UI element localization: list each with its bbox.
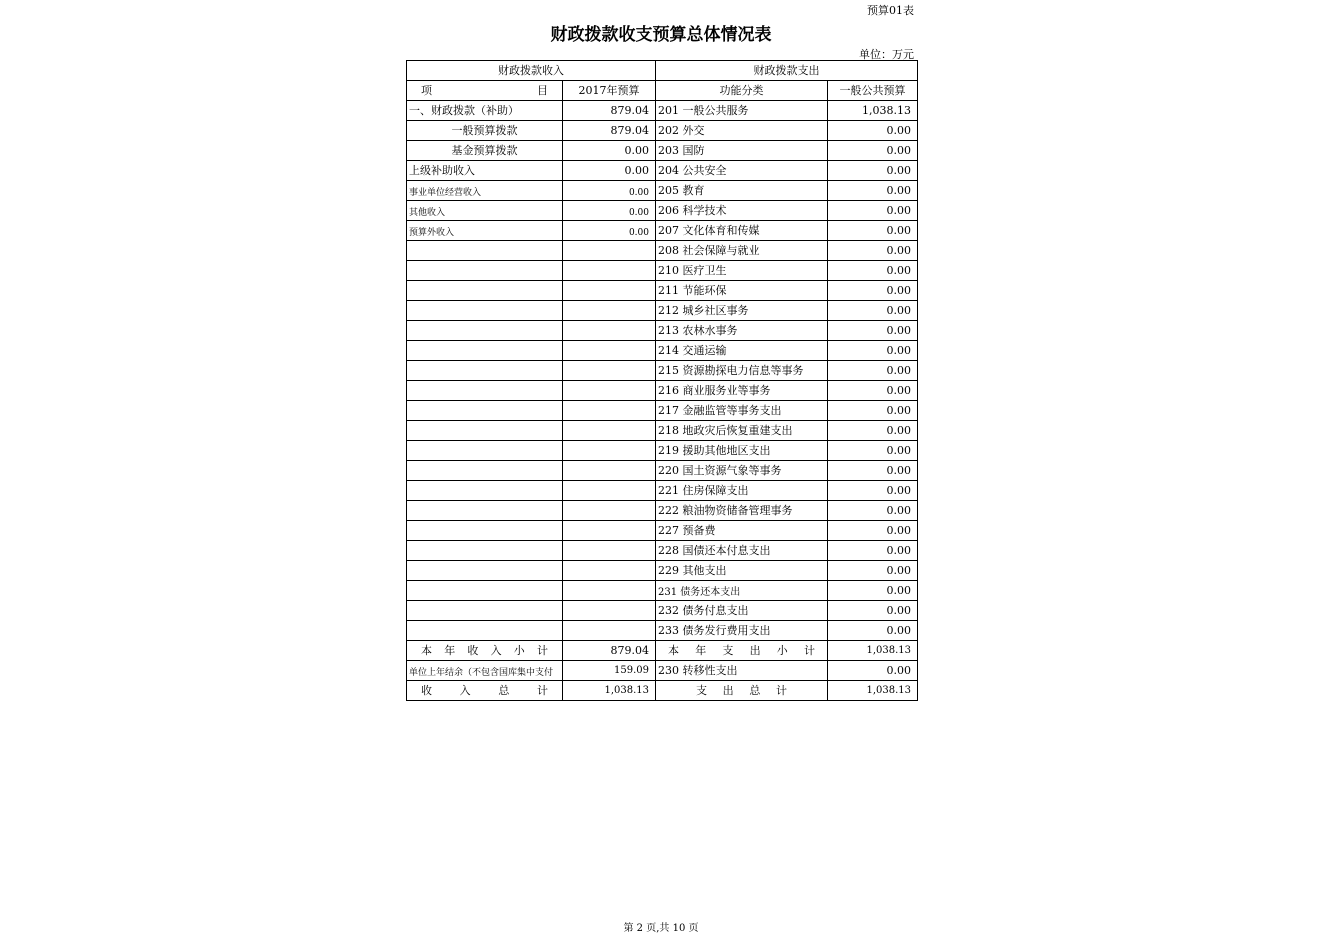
income-item: [407, 401, 563, 421]
expense-value: 0.00: [828, 441, 918, 461]
income-total-value: 1,038.13: [563, 681, 656, 701]
income-value: 879.04: [563, 121, 656, 141]
table-row: [407, 261, 918, 281]
income-value: [563, 281, 656, 301]
transfer-expense-label: 230 转移性支出: [656, 661, 828, 681]
income-item: [407, 521, 563, 541]
table-row: [407, 121, 918, 141]
expense-value: 0.00: [828, 121, 918, 141]
income-value: 0.00: [563, 181, 656, 201]
table-row: [407, 481, 918, 501]
expense-item: 227 预备费: [656, 521, 828, 541]
income-group-header: 财政拨款收入: [407, 61, 656, 81]
table-row: [407, 281, 918, 301]
expense-value: 0.00: [828, 541, 918, 561]
table-row: [407, 341, 918, 361]
table-row: [407, 101, 918, 121]
expense-item: 214 交通运输: [656, 341, 828, 361]
expense-value: 0.00: [828, 421, 918, 441]
table-row: [407, 241, 918, 261]
income-item: [407, 421, 563, 441]
col-budget-header: 2017年预算: [563, 81, 656, 101]
income-value: 0.00: [563, 141, 656, 161]
income-total-label: 收入总计: [407, 681, 563, 701]
income-item: [407, 461, 563, 481]
column-header-row: [407, 81, 918, 101]
table-row: [407, 401, 918, 421]
income-item: [407, 501, 563, 521]
income-item: [407, 481, 563, 501]
col-function-header: 功能分类: [656, 81, 828, 101]
expense-value: 0.00: [828, 581, 918, 601]
expense-value: 0.00: [828, 161, 918, 181]
expense-item: 233 债务发行费用支出: [656, 621, 828, 641]
table-row: [407, 361, 918, 381]
income-value: [563, 501, 656, 521]
income-value: [563, 441, 656, 461]
table-row: [407, 201, 918, 221]
table-row: [407, 161, 918, 181]
income-value: [563, 381, 656, 401]
income-value: [563, 481, 656, 501]
expense-value: 0.00: [828, 281, 918, 301]
page-title: 财政拨款收支预算总体情况表: [550, 25, 772, 45]
col-item-header: 项 目: [407, 81, 563, 101]
expense-subtotal-label: 本年支出小计: [656, 641, 828, 661]
income-item: 事业单位经营收入: [407, 181, 563, 201]
table-row: [407, 541, 918, 561]
income-value: 879.04: [563, 101, 656, 121]
income-item: [407, 301, 563, 321]
expense-value: 0.00: [828, 401, 918, 421]
expense-item: 215 资源勘探电力信息等事务: [656, 361, 828, 381]
income-value: [563, 421, 656, 441]
expense-item: 220 国土资源气象等事务: [656, 461, 828, 481]
expense-value: 0.00: [828, 301, 918, 321]
expense-value: 0.00: [828, 241, 918, 261]
col-general-header: 一般公共预算: [828, 81, 918, 101]
expense-value: 0.00: [828, 521, 918, 541]
income-item: 上级补助收入: [407, 161, 563, 181]
expense-value: 0.00: [828, 621, 918, 641]
expense-value: 0.00: [828, 461, 918, 481]
table-row: [407, 521, 918, 541]
table-row: [407, 561, 918, 581]
expense-total-value: 1,038.13: [828, 681, 918, 701]
table-row: [407, 221, 918, 241]
income-value: [563, 581, 656, 601]
income-value: [563, 341, 656, 361]
income-item: [407, 261, 563, 281]
expense-item: 208 社会保障与就业: [656, 241, 828, 261]
income-value: [563, 621, 656, 641]
expense-value: 0.00: [828, 601, 918, 621]
expense-value: 0.00: [828, 341, 918, 361]
total-row: [407, 681, 918, 701]
expense-value: 0.00: [828, 261, 918, 281]
expense-item: 202 外交: [656, 121, 828, 141]
income-subtotal-value: 879.04: [563, 641, 656, 661]
expense-item: 216 商业服务业等事务: [656, 381, 828, 401]
expense-value: 0.00: [828, 181, 918, 201]
income-item: [407, 361, 563, 381]
form-number: 预算01表: [867, 4, 914, 17]
expense-item: 203 国防: [656, 141, 828, 161]
expense-value: 0.00: [828, 221, 918, 241]
expense-item: 205 教育: [656, 181, 828, 201]
expense-item: 211 节能环保: [656, 281, 828, 301]
expense-item: 232 债务付息支出: [656, 601, 828, 621]
income-value: [563, 401, 656, 421]
income-item: 基金预算拨款: [407, 141, 563, 161]
table-row: [407, 621, 918, 641]
income-value: [563, 601, 656, 621]
expense-value: 0.00: [828, 481, 918, 501]
table-row: [407, 321, 918, 341]
carryover-label: 单位上年结余（不包含国库集中支付: [407, 661, 563, 681]
income-item: [407, 381, 563, 401]
income-value: 0.00: [563, 201, 656, 221]
table-row: [407, 581, 918, 601]
group-header-row: [407, 61, 918, 81]
expense-item: 201 一般公共服务: [656, 101, 828, 121]
expense-item: 212 城乡社区事务: [656, 301, 828, 321]
expense-group-header: 财政拨款支出: [656, 61, 918, 81]
table-row: [407, 501, 918, 521]
expense-subtotal-value: 1,038.13: [828, 641, 918, 661]
table-row: [407, 441, 918, 461]
subtotal-row: [407, 641, 918, 661]
expense-item: 222 粮油物资储备管理事务: [656, 501, 828, 521]
expense-item: 228 国债还本付息支出: [656, 541, 828, 561]
income-item: [407, 581, 563, 601]
table-row: [407, 461, 918, 481]
expense-item: 218 地政灾后恢复重建支出: [656, 421, 828, 441]
carryover-value: 159.09: [563, 661, 656, 681]
transfer-expense-value: 0.00: [828, 661, 918, 681]
expense-item: 204 公共安全: [656, 161, 828, 181]
income-value: [563, 541, 656, 561]
income-value: [563, 461, 656, 481]
expense-item: 231 债务还本支出: [656, 581, 828, 601]
income-value: 0.00: [563, 221, 656, 241]
table-row: [407, 421, 918, 441]
expense-value: 0.00: [828, 361, 918, 381]
income-value: [563, 561, 656, 581]
expense-total-label: 支出总计: [656, 681, 828, 701]
income-item: [407, 601, 563, 621]
expense-item: 221 住房保障支出: [656, 481, 828, 501]
income-item: [407, 541, 563, 561]
expense-value: 0.00: [828, 381, 918, 401]
expense-item: 210 医疗卫生: [656, 261, 828, 281]
income-item: 预算外收入: [407, 221, 563, 241]
income-value: [563, 361, 656, 381]
expense-value: 0.00: [828, 501, 918, 521]
unit-label: 单位：万元: [859, 48, 914, 61]
expense-item: 207 文化体育和传媒: [656, 221, 828, 241]
expense-item: 219 援助其他地区支出: [656, 441, 828, 461]
income-item: [407, 341, 563, 361]
expense-item: 217 金融监管等事务支出: [656, 401, 828, 421]
income-value: [563, 261, 656, 281]
income-value: [563, 321, 656, 341]
expense-value: 0.00: [828, 561, 918, 581]
expense-value: 1,038.13: [828, 101, 918, 121]
income-item: [407, 321, 563, 341]
income-value: 0.00: [563, 161, 656, 181]
income-value: [563, 521, 656, 541]
table-row: [407, 381, 918, 401]
income-item: [407, 241, 563, 261]
table-row: [407, 601, 918, 621]
income-item: [407, 441, 563, 461]
income-item: 一、财政拨款（补助）: [407, 101, 563, 121]
income-item: [407, 281, 563, 301]
carryover-row: [407, 661, 918, 681]
expense-value: 0.00: [828, 141, 918, 161]
expense-item: 206 科学技术: [656, 201, 828, 221]
expense-value: 0.00: [828, 201, 918, 221]
table-row: [407, 181, 918, 201]
income-item: [407, 621, 563, 641]
table-row: [407, 141, 918, 161]
expense-item: 229 其他支出: [656, 561, 828, 581]
expense-item: 213 农林水事务: [656, 321, 828, 341]
income-item: 一般预算拨款: [407, 121, 563, 141]
expense-value: 0.00: [828, 321, 918, 341]
income-item: 其他收入: [407, 201, 563, 221]
income-subtotal-label: 本年收入小计: [407, 641, 563, 661]
page-indicator: 第 2 页,共 10 页: [623, 923, 699, 934]
income-item: [407, 561, 563, 581]
budget-table: [406, 60, 918, 701]
income-value: [563, 301, 656, 321]
table-row: [407, 301, 918, 321]
income-value: [563, 241, 656, 261]
